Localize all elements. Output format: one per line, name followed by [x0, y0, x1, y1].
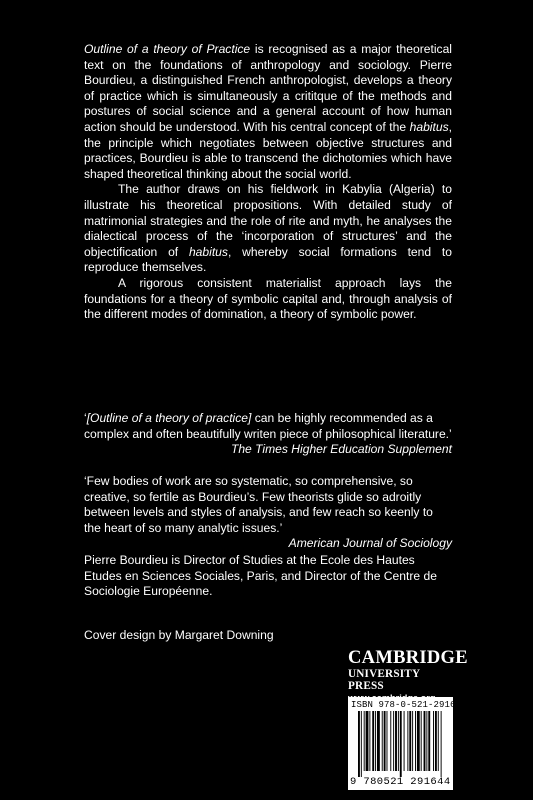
barcode-bar — [395, 711, 397, 771]
isbn-label: ISBN 978-0-521-29164-4 — [351, 700, 473, 710]
barcode-bar — [426, 711, 427, 771]
barcode-bar — [428, 711, 430, 771]
barcode-bar — [382, 711, 383, 771]
barcode-bar — [372, 711, 374, 771]
barcode — [348, 697, 473, 790]
barcode-bar — [435, 711, 437, 771]
barcode-bar — [407, 711, 408, 771]
barcode-bar — [415, 711, 416, 771]
review-quote-2 — [84, 474, 452, 552]
barcode-digits: 9 780521 291644 — [350, 776, 451, 788]
barcode-bar — [412, 711, 413, 771]
blurb-paragraph-2: The author draws on his fieldwork in Kabylia (Algeria) to illustrate his theoretical propositions. With detailed study of matrimonial strategies and the role of rite and myth, he analyses the dialectical process of the ‘incorporation of structures’ and the objectification of habitus, whereby social formations tend to reproduce themselves. — [84, 182, 452, 275]
quote-source: The Times Higher Education Supplement — [230, 442, 452, 457]
review-quote-1 — [84, 411, 452, 458]
barcode-bar — [409, 711, 411, 771]
quote-text: ‘[Outline of a theory of practice] can be highly recommended as a complex and often beautifully writen piece of philosophical literature.’ — [84, 411, 452, 441]
barcode-bar — [377, 711, 380, 771]
barcode-bar — [364, 711, 365, 771]
quote-source: American Journal of Sociology — [288, 536, 452, 551]
blurb-paragraph-1: Outline of a theory of Practice is recognised as a major theoretical text on the foundations of anthropology and sociology. Pierre Bourdieu, a distinguished French anthropologist, develops a theory of practice which is simultaneously a crititque of the methods and postures of social science and a general account of how human action should be understood. With his central concept of the habitus, the principle which negotiates between objective structures and practices, Bourdieu is able to transcend the dichotomies which have shaped theoretical thinking about the social world. — [84, 42, 452, 181]
publisher-name: CAMBRIDGE — [348, 648, 468, 668]
barcode-bar — [358, 711, 360, 777]
barcode-bar — [387, 711, 388, 771]
barcode-bars — [358, 711, 446, 777]
barcode-bar — [417, 711, 420, 771]
barcode-bar — [424, 711, 426, 771]
quote-text: ‘Few bodies of work are so systematic, so comprehensive, so creative, so fertile as Bourdieu’s. Few theorists glide so adroitly between levels and styles of analysis, and few reach so keenly to the heart of so many analytic issues.’ — [84, 474, 433, 535]
author-bio: Pierre Bourdieu is Director of Studies at the Ecole des Hautes Etudes en Sciences Sociales, Paris, and Director of the Centre de Sociologie Européenne. — [84, 553, 437, 599]
publisher-sub: UNIVERSITY PRESS — [348, 668, 420, 692]
barcode-bar — [421, 711, 422, 771]
barcode-bar — [390, 711, 391, 771]
barcode-bar — [441, 711, 442, 777]
barcode-bar — [393, 711, 394, 771]
cover-credit: Cover design by Margaret Downing — [84, 628, 274, 642]
blurb-paragraph-3: A rigorous consistent materialist approach lays the foundations for a theory of symbolic capital and, through analysis of the different modes of domination, a theory of symbolic power. — [84, 275, 452, 322]
barcode-bar — [400, 711, 402, 777]
barcode-bar — [375, 711, 376, 771]
book-title: Outline of a theory of Practice — [84, 42, 251, 56]
blurb — [84, 42, 452, 323]
barcode-bar — [366, 711, 369, 771]
barcode-bar — [398, 711, 399, 771]
barcode-bar — [433, 711, 434, 771]
barcode-bar — [384, 711, 386, 771]
barcode-bar — [369, 711, 370, 771]
barcode-bar — [361, 711, 362, 777]
barcode-bar — [438, 711, 439, 771]
barcode-bar — [404, 711, 405, 771]
